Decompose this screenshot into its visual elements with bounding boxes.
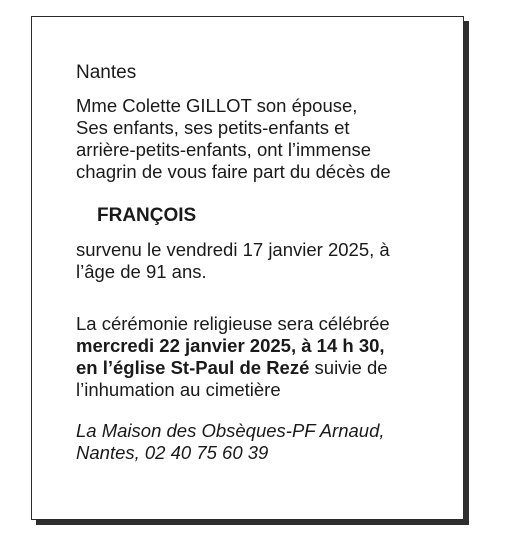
ceremony-location: en l’église St-Paul de Rezé	[76, 357, 310, 378]
deceased-name: FRANÇOIS	[97, 205, 197, 226]
funeral-home-phone: Nantes, 02 40 75 60 39	[76, 442, 269, 463]
ceremony-date: mercredi 22 janvier 2025, à 14 h 30,	[76, 335, 385, 356]
family-line: Mme Colette GILLOT son épouse,	[76, 95, 358, 116]
family-line: chagrin de vous faire part du décès de	[76, 161, 391, 182]
ceremony-followup: suivie de	[309, 357, 388, 378]
ceremony-details	[76, 313, 390, 401]
ceremony-line: l’inhumation au cimetière	[76, 379, 281, 400]
death-line: survenu le vendredi 17 janvier 2025, à	[76, 239, 390, 260]
ceremony-location-line	[76, 357, 390, 379]
family-line: arrière-petits-enfants, ont l’immense	[76, 139, 372, 160]
family-line: Ses enfants, ses petits-enfants et	[76, 117, 350, 138]
family-announcement	[76, 95, 391, 183]
death-line: l’âge de 91 ans.	[76, 261, 207, 282]
funeral-home-line: La Maison des Obsèques-PF Arnaud,	[76, 420, 385, 441]
death-details	[76, 239, 390, 283]
obituary-notice-card	[31, 16, 464, 520]
city-heading: Nantes	[76, 62, 137, 83]
funeral-home	[76, 420, 385, 464]
ceremony-line: La cérémonie religieuse sera célébrée	[76, 313, 390, 334]
